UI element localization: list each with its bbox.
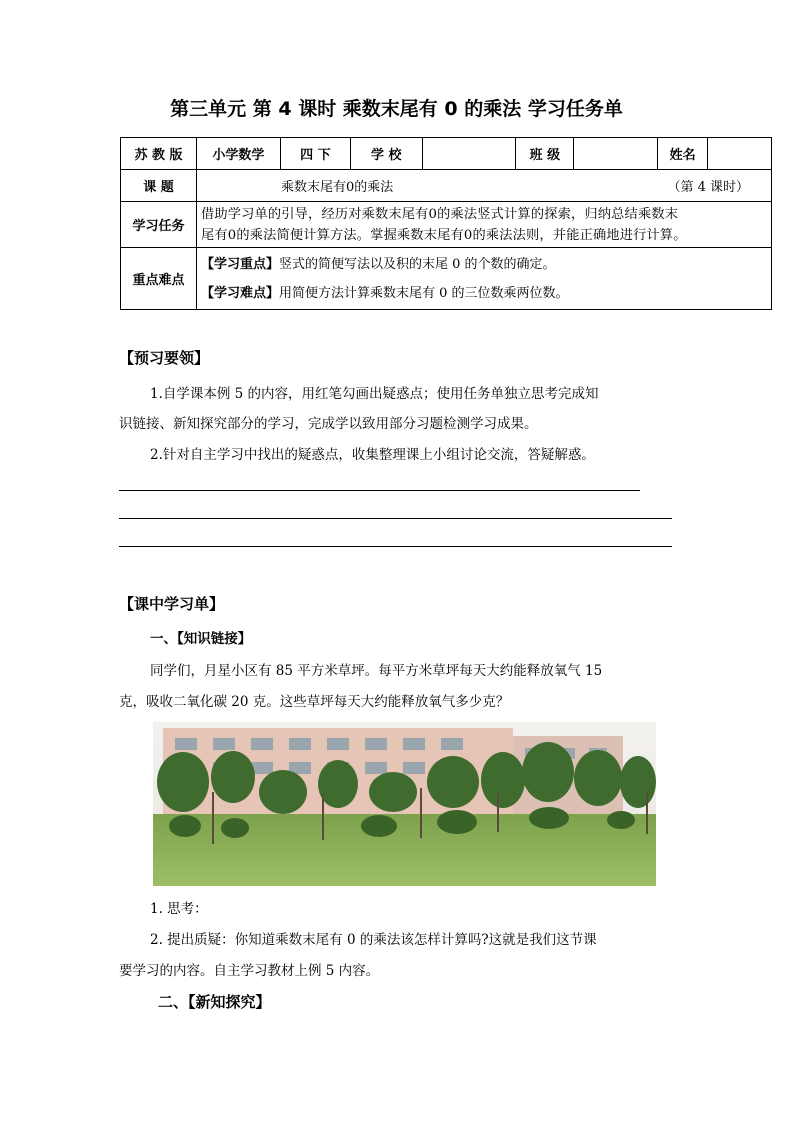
- topic-value: 乘数末尾有0的乘法: [280, 180, 394, 195]
- grade-value: 四 下: [280, 138, 350, 170]
- name-field[interactable]: [708, 138, 772, 170]
- section2-title: 二、【新知探究】: [158, 993, 271, 1011]
- answer-line-2: [119, 518, 672, 519]
- key-difficulty-label: 重点难点: [121, 248, 197, 310]
- task-text-line2: 尾有0的乘法简便计算方法。掌握乘数末尾有0的乘法法则，并能正确地进行计算。: [200, 227, 687, 243]
- section1-title: 一、【知识链接】: [150, 631, 252, 647]
- key-point-tag: 【学习重点】: [200, 256, 279, 272]
- task-label: 学习任务: [121, 202, 197, 248]
- topic-cell: [196, 170, 771, 202]
- document-title: 第三单元 第 4 课时 乘数末尾有 0 的乘法 学习任务单: [170, 98, 623, 120]
- answer-line-3: [119, 546, 672, 547]
- lawn-photo: [153, 722, 656, 886]
- edition-label: 苏 教 版: [121, 138, 197, 170]
- lesson-number: （第 4 课时）: [667, 180, 749, 195]
- key-point-line: [201, 250, 767, 279]
- class-label: 班 级: [516, 138, 574, 170]
- school-label: 学 校: [350, 138, 422, 170]
- name-label: 姓名: [658, 138, 708, 170]
- section1-line2: 克，吸收二氧化碳 20 克。这些草坪每天大约能释放氧气多少克？: [119, 694, 510, 710]
- difficulty-text: 用简便方法计算乘数末尾有 0 的三位数乘两位数。: [278, 285, 569, 301]
- topic-label: 课 题: [121, 170, 197, 202]
- question-line2: 要学习的内容。自主学习教材上例 5 内容。: [119, 963, 380, 979]
- think-prompt: 1. 思考：: [150, 901, 208, 917]
- class-field[interactable]: [574, 138, 658, 170]
- difficulty-tag: 【学习难点】: [200, 285, 279, 301]
- task-cell: [196, 202, 771, 248]
- preview-p2: 2.针对自主学习中找出的疑惑点，收集整理课上小组讨论交流，答疑解惑。: [150, 447, 595, 463]
- preview-heading: 【预习要领】: [119, 349, 210, 367]
- subject-value: 小学数学: [196, 138, 280, 170]
- key-difficulty-cell: [196, 248, 771, 310]
- school-field[interactable]: [422, 138, 516, 170]
- preview-p1-line2: 识链接、新知探究部分的学习，完成学以致用部分习题检测学习成果。: [119, 416, 538, 432]
- difficulty-line: [201, 279, 767, 308]
- task-text-line1: 借助学习单的引导，经历对乘数末尾有0的乘法竖式计算的探索，归纳总结乘数末: [200, 206, 679, 222]
- info-table: [120, 137, 772, 310]
- key-point-text: 竖式的简便写法以及积的末尾 0 的个数的确定。: [278, 256, 556, 272]
- in-class-heading: 【课中学习单】: [119, 595, 225, 613]
- answer-line-1: [119, 490, 640, 491]
- question-line1: 2. 提出质疑：你知道乘数末尾有 0 的乘法该怎样计算吗?这就是我们这节课: [150, 932, 597, 948]
- section1-line1: 同学们，月星小区有 85 平方米草坪。每平方米草坪每天大约能释放氧气 15: [150, 663, 603, 679]
- preview-p1-line1: 1.自学课本例 5 的内容，用红笔勾画出疑惑点；使用任务单独立思考完成知: [150, 386, 599, 402]
